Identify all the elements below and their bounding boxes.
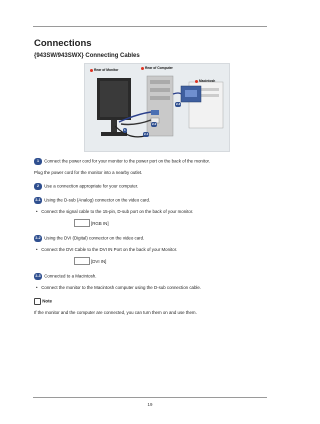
dvi-port-label: [DVI IN] [91,259,107,264]
step-2-3-bullet: • Connect the monitor to the Macintosh computer using the D-sub connection cable. [36,285,202,290]
rgb-port-label: [RGB IN] [91,221,109,226]
tag-1: 1 [124,128,126,132]
tag-2-3: 2-3 [176,102,181,106]
step-2-3-text: Connected to a Macintosh. [44,273,97,279]
bottom-rule [33,397,267,398]
dvi-port-image [74,257,90,265]
step-2-3 [34,273,96,280]
label-macintosh: Macintosh [195,79,215,83]
tag-2-1: 2-1 [144,132,149,136]
step-2-2-badge: 2-2 [35,236,41,240]
step-2-1-text: Using the D-sub (Analog) connector on the video card. [44,197,151,203]
step-2-2-bullet: • Connect the DVI Cable to the DVI IN Port on the back of your Monitor. [36,247,178,252]
top-rule [33,26,267,27]
step-2 [34,183,138,190]
step-2-1 [34,197,150,204]
step-1-badge: 1 [34,158,42,165]
section-subtitle: {943SW/943SWX} Connecting Cables [34,53,140,59]
tag-2-2: 2-2 [152,122,157,126]
step-1 [34,158,210,165]
marker-dot [90,69,93,72]
note-text: If the monitor and the computer are connected, you can turn them on and use them. [34,310,197,315]
computer-back [147,76,173,136]
rgb-port-image [74,219,90,227]
label-rear-monitor: Rear of Monitor [90,68,118,72]
page-title: Connections [34,38,92,49]
marker-dot [141,67,144,70]
step-2-3-badge: 2-3 [35,274,41,278]
step-1-text: Connect the power cord for your monitor to the power port on the back of the monitor. [44,158,210,164]
connection-diagram [85,64,231,153]
page-number: 19 [147,402,153,407]
step-2-badge: 2 [34,183,42,190]
note-heading: Note [34,298,52,305]
step-2-1-badge: 2-1 [35,198,41,202]
step-2-2-text: Using the DVI (Digital) connector on the video card. [44,235,145,241]
step-2-text: Use a connection appropriate for your computer. [44,183,139,189]
label-rear-computer: Rear of Computer [141,66,173,70]
connection-illustration [84,63,230,152]
step-1-sub: Plug the power cord for the monitor into a nearby outlet. [34,170,143,175]
step-2-1-bullet: • Connect the signal cable to the 15-pin, D-sub port on the back of your monitor. [36,209,194,214]
step-2-2 [34,235,144,242]
marker-dot [195,80,198,83]
note-icon [34,298,41,305]
